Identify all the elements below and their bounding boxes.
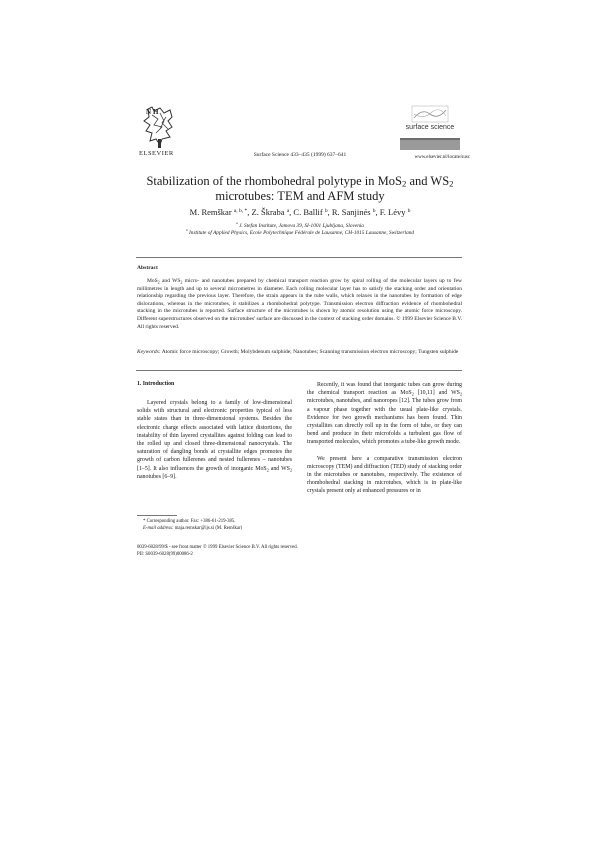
footnote-rule bbox=[137, 515, 177, 516]
divider bbox=[136, 257, 462, 258]
svg-text:N: N bbox=[146, 108, 152, 116]
elsevier-tree-logo-icon bbox=[140, 105, 180, 150]
author-name: C. Ballif bbox=[293, 207, 323, 217]
author-name: R. Sanjinés bbox=[331, 207, 371, 217]
publisher-name: ELSEVIER bbox=[139, 150, 174, 157]
svg-text:H: H bbox=[153, 108, 159, 116]
author-name: F. Lévy bbox=[379, 207, 406, 217]
email-note: E-mail address: maja.remskar@ijs.si (M. Remškar) bbox=[143, 526, 243, 531]
paragraph: We present here a comparative transmission electron microscopy (TEM) and diffraction (TED) study of stacking order in the microtubes or nanotubes, respectively. The existence of rhombohedral stacking in microtubes, which is in plate-like crystals present only at enhanced pressures or in bbox=[307, 455, 462, 495]
copyright-notice: 0039-6028/99/$ - see front matter © 1999 Elsevier Science B.V. All rights reserved. PII: S0039-6028(99)00086-2 bbox=[137, 545, 298, 558]
article-title: Stabilization of the rhombohedral polytype in MoS$_2$ and $WS_2$ microtubes: TEM and AFM study bbox=[146, 174, 454, 203]
paragraph: Recently, it was found that inorganic tubes can grow during the chemical transport reaction as MoS$_2$ [10,11] and $WS_2$ microtubes, nanotubes, and nanoropes [12]. The tubes grow from a vapour phase together with the usual plate-like crystals. Evidence for two growth mechanisms has been found. Thin crystallites can directly roll up in the form of tube, or they can bend and produce in their microfolds a turbulent gas flow of transported molecules, which promotes a tube-like growth mode. bbox=[307, 382, 462, 446]
journal-reference: Surface Science 433–435 (1999) 637–641 bbox=[253, 152, 347, 158]
section-heading: 1. Introduction bbox=[137, 381, 175, 387]
keywords-label: Keywords: bbox=[137, 349, 161, 355]
right-column bbox=[307, 381, 462, 496]
abstract-heading: Abstract bbox=[137, 265, 158, 271]
abstract-text: MoS$_2$ and $WS_2$ micro- and nanotubes prepared by chemical transport reaction grow by spiral rolling of the molecular layers up to few millimetres in length and up to several micrometres in diameter. Each rolling molecular layer has to satisfy the stacking order and orientation relationship regarding the previous layer. Therefore, the strain appears in the tube walls, which relaxes in the nanotubes by formation of edge dislocations, whereas in the microtubes, it stabilizes a rhombohedral polytype. Transmission electron diffraction evidence of rhombohedral stacking in the microtubes is reported. Surface structure of the microtubes is shown by atomic resolution using the atomic force microscopy. Different superstructures observed on the microtubes' surface are discussed in the context of stacking order domains. © 1999 Elsevier Science B.V. All rights reserved. bbox=[137, 278, 463, 330]
author-name: M. Remškar bbox=[189, 207, 232, 217]
journal-name: surface science bbox=[405, 124, 455, 131]
keywords: Keywords: Atomic force microscopy; Growth; Molybdenum sulphide; Nanotubes; Scanning transmission electron microscopy; Tungsten sulphide bbox=[137, 349, 459, 355]
author-list: M. Remškar $^{a, b, *}$, Z. Škraba $^a$, C. Ballif $^b$, R. Sanjinés $^b$, F. Lévy $^b$ bbox=[189, 207, 411, 217]
journal-url-link[interactable]: www.elsevier.nl/locate/susc bbox=[414, 155, 470, 160]
intro-paragraph: Layered crystals belong to a family of low-dimensional solids with structural and electronic properties typical of less stable states than in three-dimensional systems. Besides the electronic charge effects associated with lattice distortions, the instability of thin layered crystallites against folding can lead to the rolled up and closed three-dimensional nanocrystals. The saturation of dangling bonds at crystallite edges promotes the growth of carbon fullerenes and nested fullerenes – nanotubes [1–5]. It also influences the growth of inorganic MoS$_2$ and $WS_2$ nanotubes [6–9]. bbox=[137, 400, 292, 480]
author-name: Z. Škraba bbox=[251, 207, 285, 217]
affiliation-b: $^b$ Institute of Applied Physics, Ecole Polytechnique Fédérale de Lausanne, CH-1015 Lausanne, Switzerland bbox=[185, 228, 415, 236]
footnotes bbox=[137, 518, 297, 532]
corresponding-author-note: * Corresponding author. Fax: +386-61-219-385. bbox=[143, 519, 236, 524]
affiliation-a: $^a$ J. Stefan Institute, Jamova 39, SI-1001 Ljubljana, Slovenia bbox=[236, 221, 364, 229]
divider bbox=[136, 370, 462, 371]
